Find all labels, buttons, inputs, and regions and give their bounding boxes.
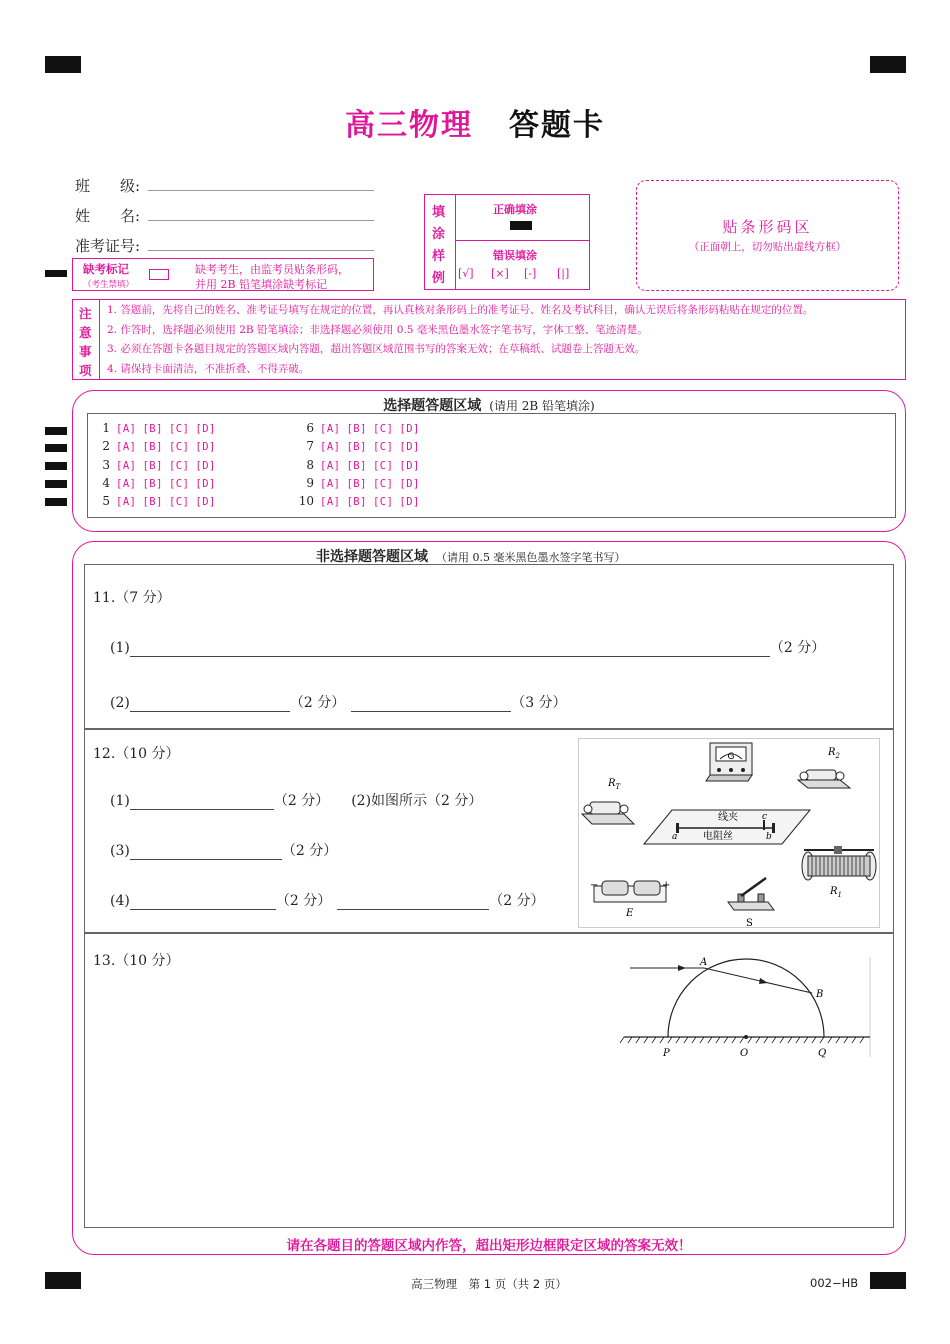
- wire-end-b: b: [766, 832, 772, 842]
- mc-option-bubble[interactable]: [B]: [142, 477, 163, 490]
- mc-question-number: 1: [102, 421, 110, 435]
- mc-option-bubble[interactable]: [D]: [195, 441, 216, 454]
- q12-part4-label: (4): [110, 893, 130, 909]
- mc-question-number: 3: [102, 457, 110, 472]
- mc-option-bubble[interactable]: [D]: [399, 459, 420, 472]
- r1-label: R: [830, 886, 838, 897]
- mc-option-bubble[interactable]: [B]: [142, 459, 163, 472]
- notes-box: [72, 299, 906, 380]
- registration-mark-top-right: [870, 56, 906, 73]
- switch-label: S: [746, 918, 753, 929]
- mc-option-bubble[interactable]: [B]: [346, 477, 367, 490]
- mc-option-bubble[interactable]: [B]: [346, 496, 367, 509]
- point-a-label: A: [700, 957, 708, 968]
- r1-subscript: 1: [837, 891, 842, 899]
- absent-box: [72, 258, 374, 291]
- mc-option-bubble[interactable]: [A]: [320, 441, 341, 454]
- absent-text-2: 并用 2B 铅笔填涂缺考标记: [195, 278, 328, 291]
- q12-part1-label: (1): [110, 793, 130, 809]
- warning-text: 请在各题目的答题区域内作答，超出矩形边框限定区域的答案无效！: [286, 1238, 692, 1254]
- wire-point-c: c: [762, 812, 768, 822]
- mc-option-bubble[interactable]: [C]: [168, 459, 190, 472]
- mc-question-row: [292, 494, 426, 508]
- mc-option-bubble[interactable]: [A]: [116, 477, 137, 490]
- mc-header-sub: (请用 2B 铅笔填涂): [489, 399, 595, 413]
- mc-option-bubble[interactable]: [D]: [195, 459, 216, 472]
- class-label: 班 级:: [75, 177, 141, 195]
- q11-part2-points-a: （2 分）: [289, 695, 346, 711]
- point-o-label: O: [740, 1048, 749, 1059]
- title-subject: 高三物理: [345, 108, 473, 143]
- point-p-label: P: [663, 1048, 670, 1059]
- name-label: 姓 名:: [75, 207, 141, 225]
- mc-question-number: 8: [306, 457, 314, 472]
- mc-question-row: [88, 458, 222, 472]
- fill-side-1: 填: [432, 205, 446, 220]
- q12-part3-points: （2 分）: [281, 843, 338, 859]
- q11-part2-label: (2): [110, 695, 130, 711]
- mc-option-bubble[interactable]: [A]: [320, 477, 341, 490]
- absent-label: 缺考标记: [83, 262, 129, 276]
- name-field[interactable]: [148, 219, 374, 221]
- mc-option-bubble[interactable]: [D]: [195, 423, 216, 435]
- mc-option-bubble[interactable]: [A]: [320, 423, 341, 435]
- mc-question-row: [292, 458, 426, 472]
- exam-id-field[interactable]: [148, 249, 374, 251]
- footer-code: 002−HB: [810, 1276, 859, 1290]
- fill-side-4: 例: [432, 271, 446, 286]
- note-2: 2. 作答时，选择题必须使用 2B 铅笔填涂；非选择题必须使用 0.5 毫米黑色墨水签字笔书写，字体工整、笔迹清楚。: [107, 323, 648, 336]
- timing-mark: [45, 462, 67, 470]
- barcode-sub: （正面朝上，切勿贴出虚线方框）: [688, 241, 847, 253]
- mc-option-bubble[interactable]: [D]: [195, 477, 216, 490]
- mc-option-bubble[interactable]: [B]: [346, 423, 367, 435]
- q12-part1: [110, 790, 482, 810]
- mc-question-number: 7: [306, 439, 314, 454]
- mc-option-bubble[interactable]: [D]: [399, 496, 420, 509]
- mc-option-bubble[interactable]: [A]: [116, 441, 137, 454]
- absent-sub: （考生禁填）: [83, 280, 135, 290]
- q11-part2-answer-a[interactable]: [130, 697, 290, 712]
- timing-mark: [45, 498, 67, 506]
- mc-option-bubble[interactable]: [A]: [320, 459, 341, 472]
- r2-subscript: 2: [835, 752, 840, 760]
- note-1: 1. 答题前，先将自己的姓名、准考证号填写在规定的位置，再认真核对条形码上的准考证号、姓名及考试科目，确认无误后将条形码粘贴在规定的位置。: [107, 304, 814, 316]
- timing-mark: [45, 427, 67, 435]
- mc-question-row: [88, 476, 222, 490]
- mc-question-number: 5: [102, 494, 110, 509]
- wrong-mark-2: [×]: [491, 267, 509, 280]
- q11-part1: [110, 637, 825, 657]
- absent-checkbox[interactable]: [149, 269, 169, 280]
- resistance-wire-board: [644, 810, 810, 844]
- galvanometer-label: G: [727, 752, 735, 762]
- notes-side-1: 注: [79, 306, 92, 321]
- wrong-mark-3: [-]: [524, 267, 537, 280]
- galvanometer-icon: [706, 743, 752, 781]
- mc-question-row: [292, 421, 426, 435]
- correct-fill-sample: [510, 221, 532, 230]
- mc-option-bubble[interactable]: [C]: [372, 459, 394, 472]
- mc-header-title: 选择题答题区域: [383, 398, 482, 414]
- q12-part2-label: (2)如图所示（2 分）: [351, 793, 483, 809]
- fill-example-box: [424, 194, 590, 290]
- mc-option-bubble[interactable]: [B]: [142, 441, 163, 454]
- q12-title: 12.（10 分）: [93, 746, 180, 762]
- q11-part1-label: (1): [110, 640, 130, 656]
- q12-part4-answer-b[interactable]: [337, 895, 489, 910]
- notes-side-4: 项: [79, 363, 92, 378]
- q11-part2: [110, 692, 567, 712]
- notes-side-2: 意: [79, 325, 92, 340]
- class-field[interactable]: [148, 189, 374, 191]
- mc-option-bubble[interactable]: [D]: [399, 441, 420, 454]
- q12-part4-answer-a[interactable]: [130, 895, 276, 910]
- nonmc-header-sub: （请用 0.5 毫米黑色墨水签字笔书写）: [436, 551, 626, 564]
- mc-option-bubble[interactable]: [A]: [116, 423, 137, 435]
- q13-title: 13.（10 分）: [93, 953, 180, 969]
- correct-fill-label: 正确填涂: [493, 203, 537, 216]
- mc-option-bubble[interactable]: [C]: [372, 496, 394, 509]
- mc-option-bubble[interactable]: [A]: [320, 496, 341, 509]
- mc-option-bubble[interactable]: [A]: [116, 459, 137, 472]
- mc-option-bubble[interactable]: [C]: [168, 477, 190, 490]
- mc-question-row: [88, 494, 222, 508]
- timing-mark: [45, 270, 67, 277]
- note-4: 4. 请保持卡面清洁，不准折叠、不得弄破。: [107, 362, 310, 375]
- rt-label: R: [608, 778, 616, 789]
- mc-question-number: 2: [102, 439, 110, 454]
- mc-question-number: 9: [306, 475, 314, 490]
- rt-subscript: T: [615, 783, 621, 791]
- absent-text-1: 缺考考生，由监考员贴条形码，: [195, 263, 349, 276]
- mc-question-row: [88, 439, 222, 453]
- q12-part3-answer[interactable]: [130, 845, 282, 860]
- fill-side-3: 样: [432, 249, 446, 264]
- wrong-mark-1: [√]: [458, 267, 474, 280]
- page-title: [0, 100, 950, 144]
- timing-mark: [45, 444, 67, 452]
- q11-part2-answer-b[interactable]: [351, 697, 511, 712]
- title-card: 答题卡: [509, 108, 605, 143]
- footer-page-info: 高三物理 第 1 页（共 2 页）: [411, 1277, 567, 1291]
- wire-label: 电阻丝: [703, 831, 733, 842]
- fill-side-2: 涂: [432, 227, 446, 242]
- q12-circuit-figure: [578, 738, 880, 930]
- mc-question-number: 4: [102, 475, 110, 490]
- mc-option-bubble[interactable]: [D]: [195, 496, 216, 509]
- clip-label: 线夹: [718, 812, 738, 823]
- q12-part4-points-b: （2 分）: [489, 893, 545, 909]
- mc-question-number: 6: [306, 421, 314, 435]
- point-q-label: Q: [818, 1048, 827, 1059]
- mc-option-bubble[interactable]: [B]: [142, 423, 163, 435]
- mc-option-bubble[interactable]: [C]: [372, 441, 394, 454]
- wire-end-a: a: [672, 832, 678, 842]
- q11-part2-points-b: （3 分）: [511, 695, 567, 711]
- mc-option-bubble[interactable]: [B]: [142, 496, 163, 509]
- mc-option-bubble[interactable]: [D]: [399, 423, 420, 435]
- r2-label: R: [828, 747, 836, 758]
- mc-option-bubble[interactable]: [C]: [372, 477, 394, 490]
- q12-part1-answer[interactable]: [130, 795, 274, 810]
- notes-side-3: 事: [79, 344, 92, 359]
- mc-option-bubble[interactable]: [C]: [168, 496, 190, 509]
- q11-part1-answer[interactable]: [130, 642, 770, 657]
- battery-minus: −: [590, 880, 599, 891]
- q12-part4: [110, 890, 545, 910]
- mc-header: [0, 395, 950, 415]
- mc-question-row: [292, 476, 426, 490]
- q11-part1-points: （2 分）: [769, 640, 826, 656]
- exam-id-label: 准考证号:: [75, 237, 141, 255]
- wrong-fill-label: 错误填涂: [493, 249, 537, 262]
- mc-option-bubble[interactable]: [C]: [168, 423, 190, 435]
- barcode-area: [636, 180, 899, 291]
- q12-part3: [110, 840, 337, 860]
- mc-option-bubble[interactable]: [C]: [372, 423, 394, 435]
- mc-question-number: 10: [298, 494, 314, 509]
- q13-optics-figure: [620, 953, 874, 1063]
- mc-option-bubble[interactable]: [B]: [346, 441, 367, 454]
- battery-label: E: [626, 908, 634, 919]
- nonmc-header: [316, 546, 626, 566]
- q11-title: 11.（7 分）: [93, 590, 171, 606]
- note-3: 3. 必须在答题卡各题目规定的答题区域内答题，超出答题区域范围书写的答案无效；在草稿纸、试题卷上答题无效。: [107, 343, 646, 355]
- mc-question-row: [88, 421, 222, 435]
- registration-mark-top-left: [45, 56, 81, 73]
- wrong-mark-4: [|]: [557, 267, 570, 280]
- point-b-label: B: [816, 989, 824, 1000]
- battery-plus: +: [662, 880, 671, 891]
- mc-question-row: [292, 439, 426, 453]
- nonmc-header-title: 非选择题答题区域: [316, 549, 428, 565]
- mc-option-bubble[interactable]: [D]: [399, 477, 420, 490]
- mc-option-bubble[interactable]: [A]: [116, 496, 137, 509]
- resistor-r2-icon: [798, 770, 850, 788]
- notes-list: [107, 301, 813, 379]
- q12-part4-points-a: （2 分）: [275, 893, 332, 909]
- barcode-title: 贴条形码区: [722, 218, 813, 236]
- mc-option-bubble[interactable]: [B]: [346, 459, 367, 472]
- timing-mark: [45, 480, 67, 488]
- q12-part3-label: (3): [110, 843, 130, 859]
- mc-option-bubble[interactable]: [C]: [168, 441, 190, 454]
- q12-part1-points: （2 分）: [273, 793, 330, 809]
